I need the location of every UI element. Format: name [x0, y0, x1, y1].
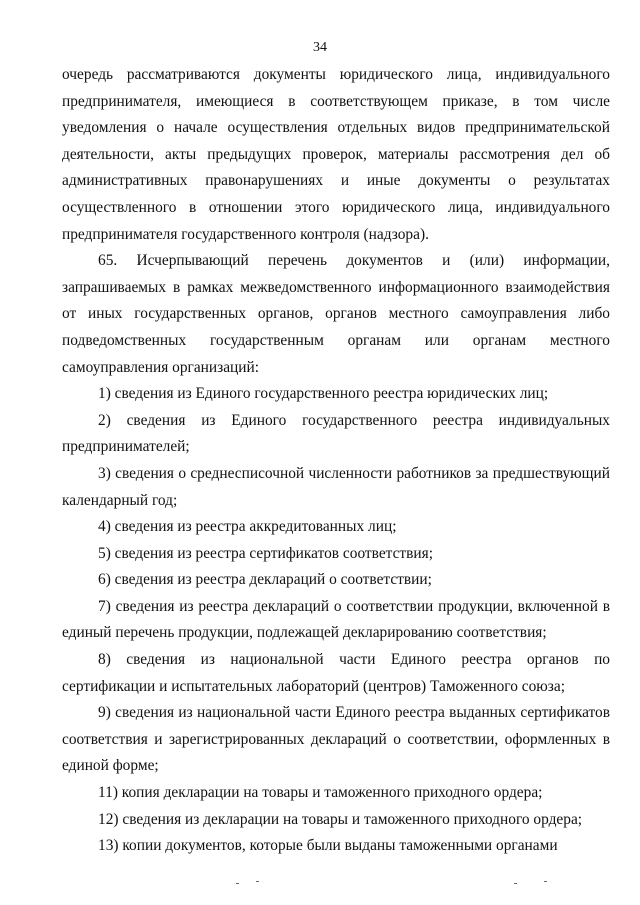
list-item-13: 13) копии документов, которые были выданы таможенными органами: [98, 837, 558, 855]
list-item-7: 7) сведения из реестра деклараций о соответствии продукции, включенной в единый перечень продукции, подлежащей декларированию соответствия;: [62, 597, 610, 642]
list-item-9: 9) сведения из национальной части Единого реестра выданных сертификатов соответствия и зарегистрированных деклараций о соответствии, оформленных в единой форме;: [62, 704, 610, 775]
list-item-3: 3) сведения о среднесписочной численности работников за предшествующий календарный год;: [62, 464, 610, 509]
scan-mark: [236, 883, 239, 884]
paragraph-continuation: очередь рассматриваются документы юридического лица, индивидуального предпринимателя, имеющиеся в соответствующем приказе, в том числе уведомления о начале осуществления отдельных видов предпринимательской деятельности, акты предыдущих проверок, материалы рассмотрения дел об административных правонарушениях и иные документы о результатах осуществленного в отношении этого юридического лица, индивидуального предпринимателя государственного контроля (надзора).: [62, 66, 610, 243]
scan-footer-marks: [0, 881, 640, 889]
scan-mark: [256, 881, 259, 882]
list-item-11: 11) копия декларации на товары и таможенного приходного ордера;: [98, 784, 543, 802]
paragraph-item-65: 65. Исчерпывающий перечень документов и (или) информации, запрашиваемых в рамках межведомственного информационного взаимодействия от иных государственных органов, органов местного самоуправления либо подведомственных государственным органам или органам местного самоуправления организаций:: [62, 252, 610, 376]
scan-mark: [544, 881, 547, 882]
page-number: 34: [313, 40, 327, 55]
list-item-8: 8) сведения из национальной части Единого реестра органов по сертификации и испытательных лабораторий (центров) Таможенного союза;: [62, 651, 610, 695]
list-item-1: 1) сведения из Единого государственного реестра юридических лиц;: [98, 385, 549, 403]
document-body: [62, 62, 610, 860]
list-item-5: 5) сведения из реестра сертификатов соответствия;: [98, 544, 433, 562]
list-item-6: 6) сведения из реестра деклараций о соответствии;: [98, 571, 432, 589]
list-item-12: 12) сведения из декларации на товары и таможенного приходного ордера;: [98, 810, 583, 828]
list-item-4: 4) сведения из реестра аккредитованных лиц;: [98, 518, 397, 536]
list-item-2: 2) сведения из Единого государственного реестра индивидуальных предпринимателей;: [62, 411, 610, 456]
scan-mark: [514, 883, 517, 884]
